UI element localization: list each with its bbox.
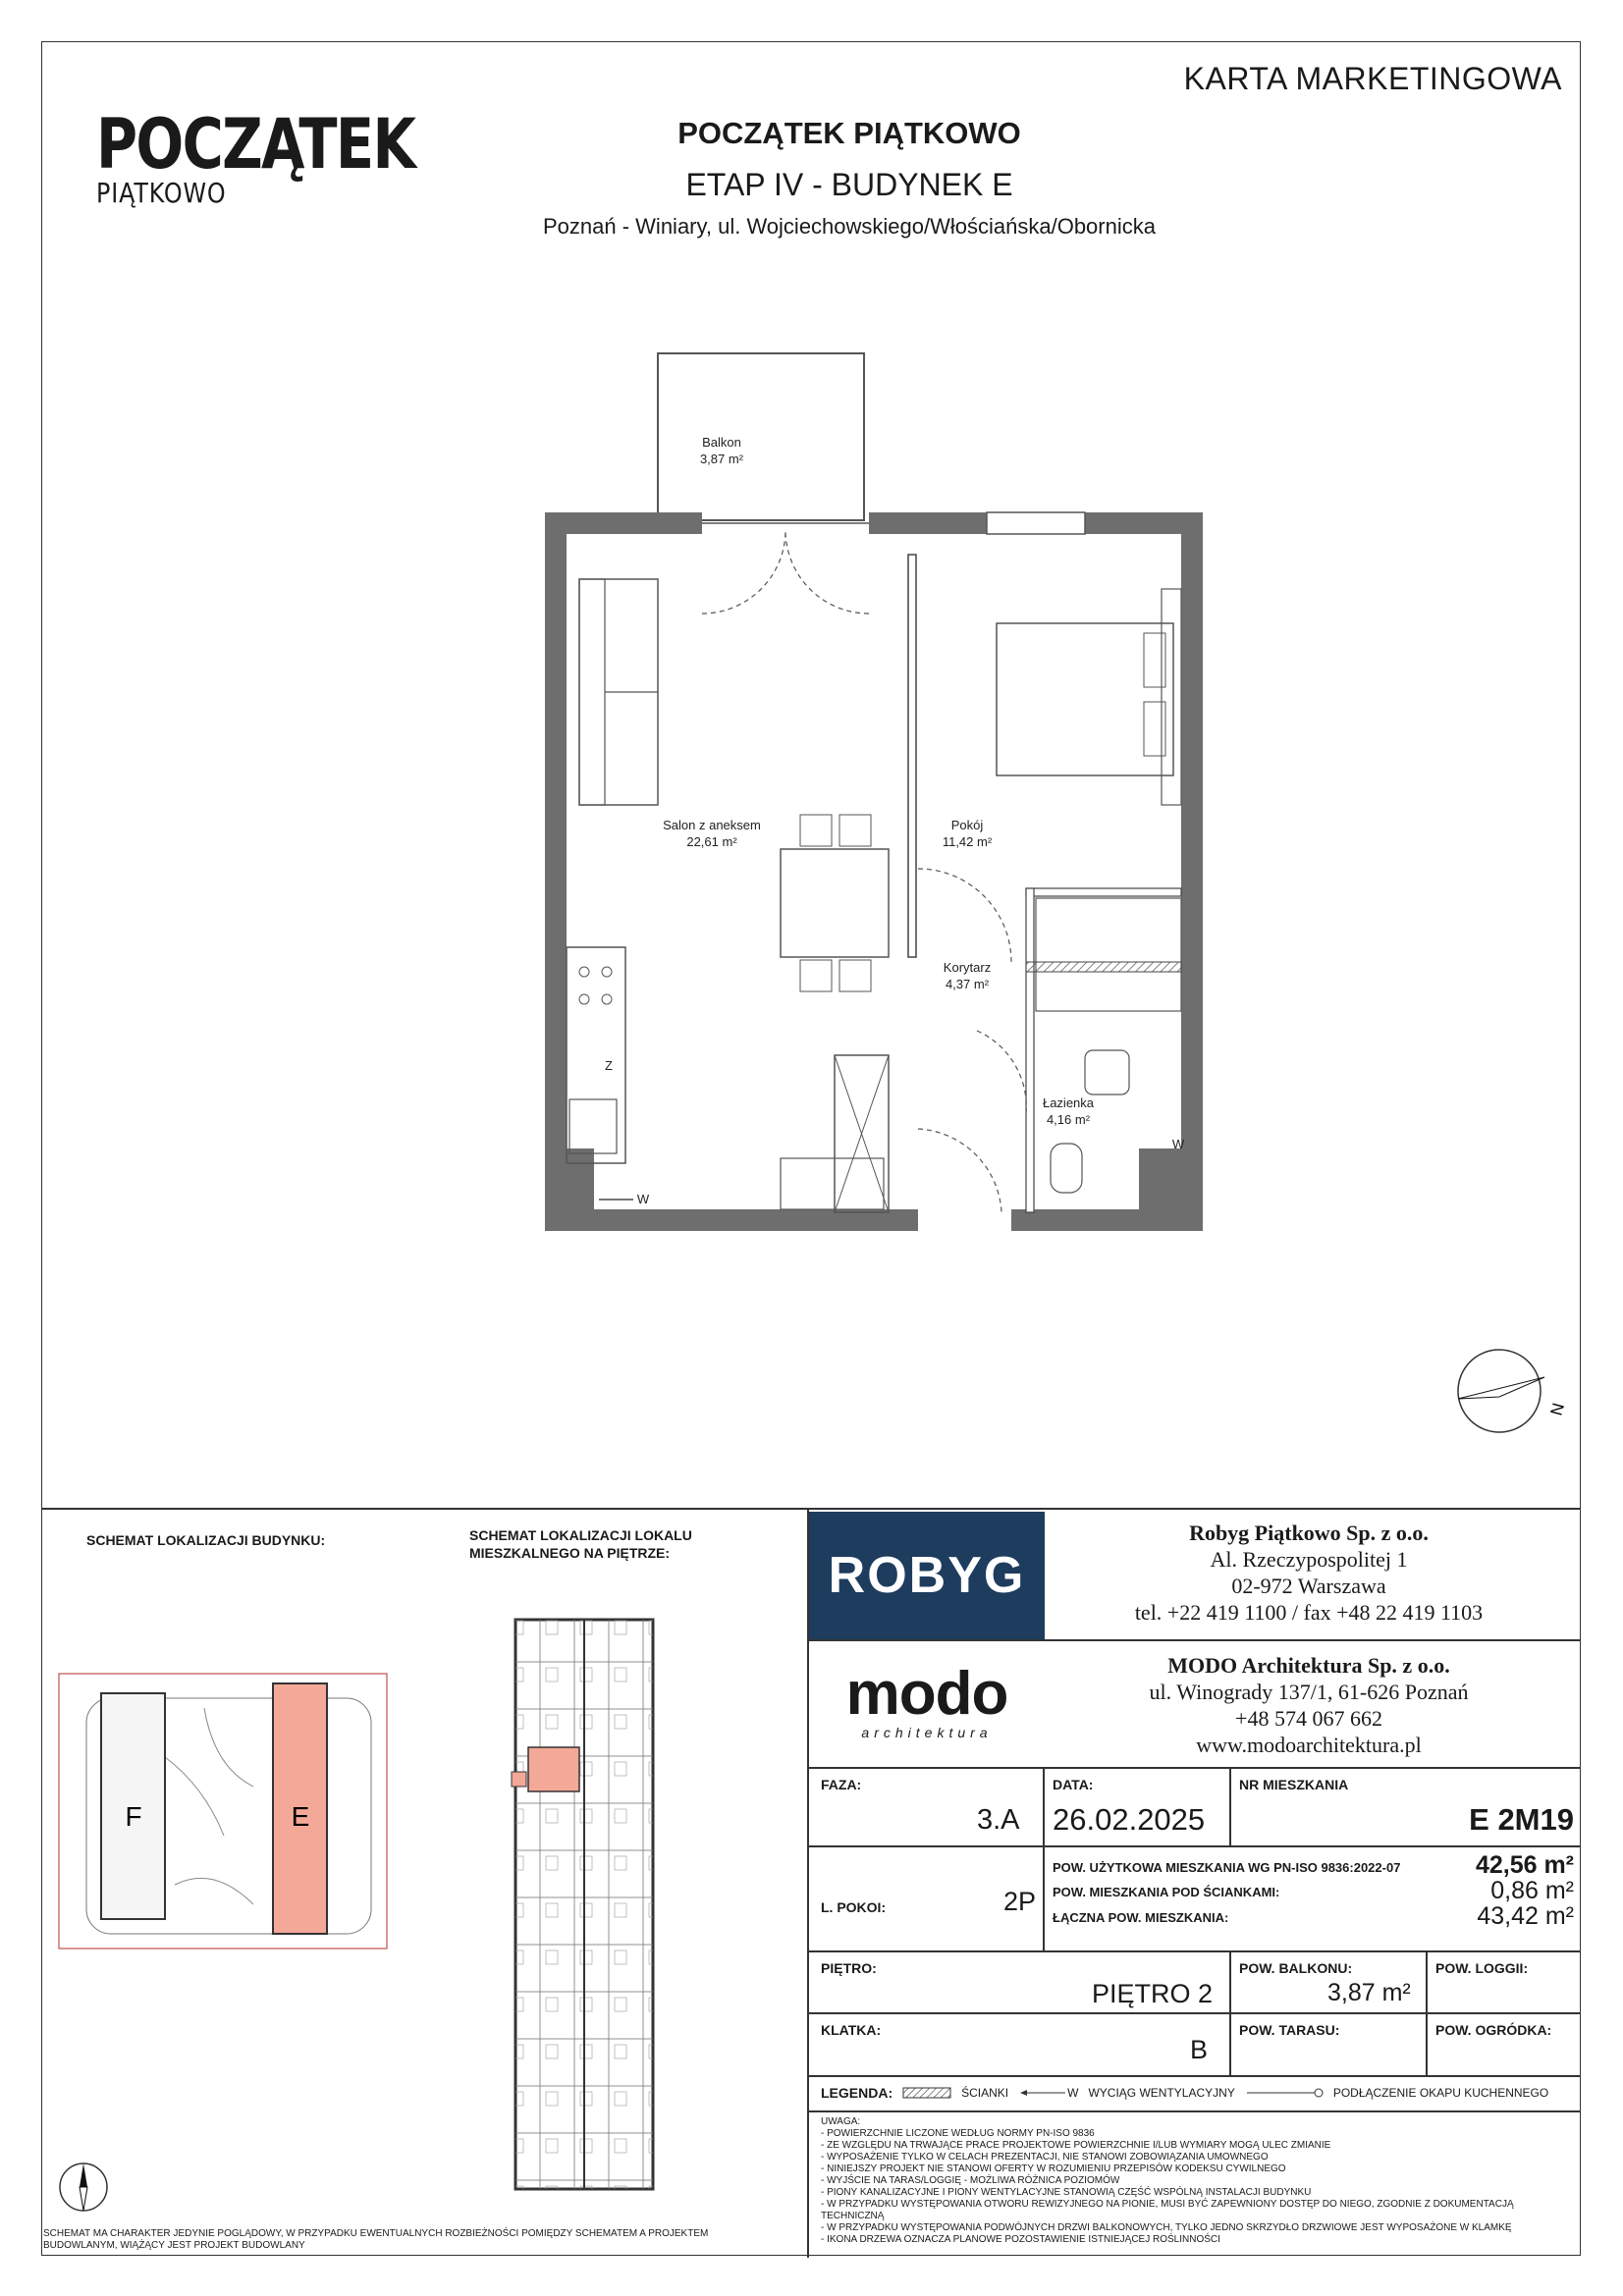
note-line: - IKONA DRZEWA OZNACZA PLANOWE POZOSTAWIENIE ISTNIEJĄCEJ ROŚLINNOŚCI	[821, 2234, 1220, 2245]
note-line: - ZE WZGLĘDU NA TRWAJĄCE PRACE PROJEKTOWE POWIERZCHNIE I/LUB WYMIARY MOGĄ ULEC ZMIANIE	[821, 2140, 1331, 2151]
legend-hood: PODŁĄCZENIE OKAPU KUCHENNEGO	[1332, 2086, 1549, 2100]
section-divider	[41, 1508, 1581, 1510]
divider-company	[807, 1639, 1581, 1641]
svg-text:E: E	[291, 1801, 310, 1832]
room-name: Pokój	[950, 818, 984, 832]
floor-schema-title-1: SCHEMAT LOKALIZACJI LOKALU	[469, 1527, 692, 1543]
staircase-value: B	[1190, 2035, 1209, 2064]
rooms-label: L. POKOI:	[821, 1899, 887, 1915]
modo-logo	[839, 1660, 1015, 1740]
architect-street: ul. Winogrady 137/1, 61-626 Poznań	[1149, 1680, 1469, 1704]
logo-sub-text: PIĄTKOWO	[96, 177, 227, 209]
living-name: Salon z aneksem	[663, 818, 761, 832]
wall-bottom-corner	[545, 1148, 594, 1231]
schema-compass-icon	[54, 2158, 113, 2216]
corridor-name: Korytarz	[943, 960, 992, 975]
legend-walls: ŚCIANKI	[961, 2086, 1009, 2100]
project-title: POCZĄTEK PIĄTKOWO	[677, 116, 1021, 150]
total-area-value: 43,42 m²	[1477, 1902, 1574, 1930]
note-line: - WYJŚCIE NA TARAS/LOGGIĘ - MOŻLIWA RÓŻNICA POZIOMÓW	[821, 2175, 1120, 2186]
floor-value: PIĘTRO 2	[1092, 1979, 1214, 2008]
developer-name: Robyg Piątkowo Sp. z o.o.	[1189, 1521, 1429, 1545]
living-area: 22,61 m²	[686, 834, 737, 849]
stage-title: ETAP IV - BUDYNEK E	[685, 167, 1013, 202]
apartment-no-value: E 2M19	[1469, 1802, 1574, 1837]
faza-value: 3.A	[977, 1804, 1020, 1836]
usable-area-value: 42,56 m²	[1475, 1851, 1574, 1879]
window-top	[987, 512, 1085, 534]
staircase-label: KLATKA:	[821, 2022, 882, 2038]
terrace-area-label: POW. TARASU:	[1239, 2022, 1340, 2038]
notes	[821, 2116, 1577, 2246]
balcony-outline	[658, 353, 864, 520]
floor-schema-title-2: MIESZKALNEGO NA PIĘTRZE:	[469, 1545, 671, 1561]
building-schema-title: SCHEMAT LOKALIZACJI BUDYNKU:	[86, 1532, 326, 1548]
note-line: - W PRZYPADKU WYSTĘPOWANIA OTWORU REWIZYJNEGO NA PIONIE, MUSI BYĆ ZAPEWNIONY DOSTĘP DO NIEGO, ZGODNIE Z DOKUMENTACJĄ TECHNICZNĄ	[821, 2199, 1514, 2221]
robyg-logo: ROBYG	[809, 1512, 1045, 1639]
fridge-mark: Z	[605, 1058, 613, 1073]
wall-right	[1181, 512, 1203, 1231]
corridor-area: 4,37 m²	[945, 977, 990, 991]
legend	[821, 2085, 1548, 2101]
legend-title: LEGENDA:	[821, 2085, 893, 2101]
dining-table	[781, 849, 889, 957]
room-area: 11,42 m²	[942, 834, 993, 849]
wall-top-left	[545, 512, 702, 534]
svg-text:W: W	[1171, 1137, 1185, 1151]
legend-vent: WYCIĄG WENTYLACYJNY	[1088, 2086, 1235, 2100]
hatch-icon	[902, 2087, 951, 2099]
date-value: 26.02.2025	[1053, 1802, 1206, 1837]
note-line: - POWIERZCHNIE LICZONE WEDŁUG NORMY PN-ISO 9836	[821, 2128, 1095, 2139]
balcony-area: 3,87 m²	[699, 452, 744, 466]
floor-location-schema	[506, 1615, 663, 2194]
compass-icon	[1448, 1340, 1576, 1448]
modo-logo-main: modo	[845, 1660, 1008, 1728]
balcony-area-label: POW. BALKONU:	[1239, 1960, 1353, 1976]
hood-connection-icon	[1245, 2087, 1324, 2099]
total-area-label: ŁĄCZNA POW. MIESZKANIA:	[1053, 1910, 1229, 1925]
wall-bottom-corner-right	[1139, 1148, 1203, 1231]
bathroom-area: 4,16 m²	[1046, 1112, 1091, 1127]
developer-street: Al. Rzeczypospolitej 1	[1210, 1547, 1408, 1572]
floor-plan	[530, 344, 1217, 1247]
balcony-name: Balkon	[702, 435, 741, 450]
architect-phone: +48 574 067 662	[1235, 1706, 1382, 1731]
note-line: - WYPOSAŻENIE TYLKO W CELACH PREZENTACJI, NIE STANOWI ZOBOWIĄZANIA UMOWNEGO	[821, 2152, 1269, 2163]
partition-living-room	[908, 555, 916, 957]
note-line: - NINIEJSZY PROJEKT NIE STANOWI OFERTY W ROZUMIENIU PRZEPISÓW KODEKSU CYWILNEGO	[821, 2163, 1286, 2174]
vent-arrow-icon	[1018, 2087, 1067, 2099]
bathroom-door-swing	[977, 1031, 1026, 1114]
project-address: Poznań - Winiary, ul. Wojciechowskiego/Włościańska/Obornicka	[543, 214, 1156, 239]
svg-text:W: W	[636, 1192, 650, 1206]
usable-area-label: POW. UŻYTKOWA MIESZKANIA WG PN-ISO 9836:2022-07	[1053, 1860, 1401, 1875]
svg-text:F: F	[125, 1801, 142, 1832]
loggia-area-label: POW. LOGGII:	[1435, 1960, 1529, 1976]
partition-hatch	[1026, 962, 1181, 972]
date-label: DATA:	[1053, 1777, 1094, 1792]
bathroom-wall-top	[1026, 888, 1181, 896]
architect-web: www.modoarchitektura.pl	[1196, 1733, 1422, 1757]
bathroom-wall-left	[1026, 888, 1034, 1212]
document-type: KARTA MARKETINGOWA	[1183, 61, 1562, 96]
balcony-area-value: 3,87 m²	[1327, 1979, 1411, 2006]
architect-name: MODO Architektura Sp. z o.o.	[1167, 1653, 1450, 1678]
garden-area-label: POW. OGRÓDKA:	[1435, 2022, 1552, 2038]
entrance-door-swing	[918, 1129, 1001, 1212]
bathroom-name: Łazienka	[1042, 1095, 1095, 1110]
balcony-door-swing	[702, 530, 869, 614]
legend-vent-mark: W	[1067, 2086, 1079, 2100]
note-line: UWAGA:	[821, 2116, 861, 2127]
room-door-swing	[918, 869, 1011, 962]
floor-label: PIĘTRO:	[821, 1960, 877, 1976]
note-line: - PIONY KANALIZACYJNE I PIONY WENTYLACYJNE STANOWIĄ CZĘŚĆ WSPÓLNĄ INSTALACJI BUDYNKU	[821, 2187, 1312, 2198]
apartment-no-label: NR MIESZKANIA	[1239, 1777, 1349, 1792]
wall-top-mid	[869, 512, 987, 534]
developer-info	[1047, 1520, 1571, 1626]
faza-label: FAZA:	[821, 1777, 862, 1792]
wall-area-value: 0,86 m²	[1490, 1877, 1574, 1904]
schema-disclaimer: SCHEMAT MA CHARAKTER JEDYNIE POGLĄDOWY, W PRZYPADKU EWENTUALNYCH ROZBIEŻNOŚCI POMIĘDZY SCHEMATEM A PROJEKTEM BUDOWLANYM, WIĄŻĄCY JEST PROJEKT BUDOWLANY	[43, 2228, 709, 2251]
developer-phone: tel. +22 419 1100 / fax +48 22 419 1103	[1134, 1600, 1484, 1625]
selected-apartment	[528, 1747, 579, 1791]
wall-area-label: POW. MIESZKANIA POD ŚCIANKAMI:	[1053, 1885, 1280, 1899]
logo-main-text: POCZĄTEK	[96, 104, 415, 185]
developer-city: 02-972 Warszawa	[1231, 1574, 1386, 1598]
building-location-schema	[57, 1669, 391, 1963]
bed	[997, 623, 1173, 775]
svg-text:N: N	[1546, 1401, 1569, 1418]
architect-info	[1047, 1652, 1571, 1758]
wall-left	[545, 512, 567, 1231]
rooms-value: 2P	[1003, 1887, 1037, 1916]
modo-logo-sub: architektura	[861, 1725, 993, 1740]
note-line: - W PRZYPADKU WYSTĘPOWANIA PODWÓJNYCH DRZWI BALKONOWYCH, TYLKO JEDNO SKRZYDŁO DRZWIOWE JEST WYPOSAŻONE W KLAMKĘ	[821, 2222, 1512, 2233]
